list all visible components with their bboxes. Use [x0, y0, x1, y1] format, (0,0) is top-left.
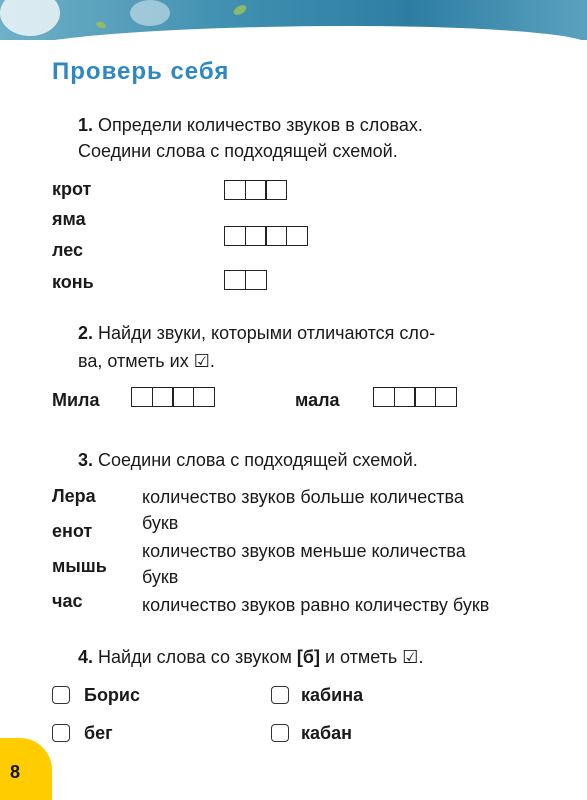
scheme-cell — [265, 226, 287, 246]
scheme-cell — [265, 180, 287, 200]
scheme-cell — [286, 226, 308, 246]
task3-rule-less-1[interactable]: количество звуков меньше количества — [142, 541, 466, 561]
scheme-cell[interactable] — [414, 387, 436, 407]
scheme-cell[interactable] — [193, 387, 215, 407]
task2-word-mala: мала — [295, 390, 340, 410]
scheme-cell[interactable] — [172, 387, 194, 407]
sound-scheme-2[interactable] — [224, 270, 267, 290]
task1-line1 — [78, 114, 423, 136]
checkbox-boris[interactable] — [52, 686, 70, 704]
task2-line1 — [78, 322, 435, 344]
leaf-icon — [232, 3, 248, 17]
option-beg: бег — [84, 723, 113, 743]
task2-scheme-mala[interactable] — [373, 387, 457, 407]
task3-word[interactable]: мышь — [52, 556, 107, 576]
task4-number: 4. — [78, 647, 94, 667]
task2-scheme-mila[interactable] — [131, 387, 215, 407]
task4-line — [78, 646, 423, 668]
checkbox-kabina[interactable] — [271, 686, 289, 704]
page-number-badge — [0, 738, 52, 800]
checkbox-beg[interactable] — [52, 724, 70, 742]
scheme-cell — [245, 180, 267, 200]
scheme-cell — [245, 270, 267, 290]
scheme-cell[interactable] — [435, 387, 457, 407]
sound-scheme-3[interactable] — [224, 180, 287, 200]
task3-word[interactable]: час — [52, 591, 83, 611]
scheme-cell — [245, 226, 267, 246]
cloud-shape — [130, 0, 170, 26]
task2-number: 2. — [78, 323, 94, 343]
scheme-cell[interactable] — [373, 387, 395, 407]
task3-rule-equal[interactable]: количество звуков равно количеству букв — [142, 595, 490, 615]
checkbox-kaban[interactable] — [271, 724, 289, 742]
cloud-shape — [0, 0, 60, 36]
task1-instruction-2: Соедини слова с подходящей схемой. — [78, 141, 398, 161]
task1-word[interactable]: крот — [52, 179, 92, 199]
task1-number: 1. — [78, 115, 94, 135]
task4-instruction-pre: Найди слова со звуком — [98, 647, 292, 667]
leaf-icon — [95, 20, 106, 29]
scheme-cell[interactable] — [152, 387, 174, 407]
task1-instruction-1: Определи количество звуков в словах. — [98, 115, 423, 135]
task2-instruction-1: Найди звуки, которыми отличаются сло- — [98, 323, 436, 343]
task1-word[interactable]: конь — [52, 272, 94, 292]
task3-number: 3. — [78, 450, 94, 470]
task1-word[interactable]: яма — [52, 209, 86, 229]
task3-word[interactable]: енот — [52, 521, 93, 541]
scheme-cell[interactable] — [394, 387, 416, 407]
sound-scheme-4[interactable] — [224, 226, 308, 246]
page-title: Проверь себя — [52, 58, 230, 85]
page-number: 8 — [10, 762, 21, 782]
task3-instruction: Соедини слова с подходящей схемой. — [98, 450, 418, 470]
task1-word[interactable]: лес — [52, 240, 83, 260]
task2-word-mila: Мила — [52, 390, 100, 410]
task4-instruction-post: и отметь ☑. — [324, 647, 424, 667]
scheme-cell — [224, 180, 246, 200]
option-kabina: кабина — [301, 685, 364, 705]
scheme-cell — [224, 270, 246, 290]
task3-rule-more-1[interactable]: количество звуков больше количества — [142, 487, 464, 507]
task3-line — [78, 449, 418, 471]
option-kaban: кабан — [301, 723, 353, 743]
task3-word[interactable]: Лера — [52, 486, 96, 506]
task3-rule-less-2[interactable]: букв — [142, 567, 179, 587]
option-boris: Борис — [84, 685, 141, 705]
task3-rule-more-2[interactable]: букв — [142, 513, 179, 533]
scheme-cell[interactable] — [131, 387, 153, 407]
scheme-cell — [224, 226, 246, 246]
task2-instruction-2: ва, отметь их ☑. — [78, 351, 215, 371]
task4-sound: [б] — [296, 647, 320, 667]
